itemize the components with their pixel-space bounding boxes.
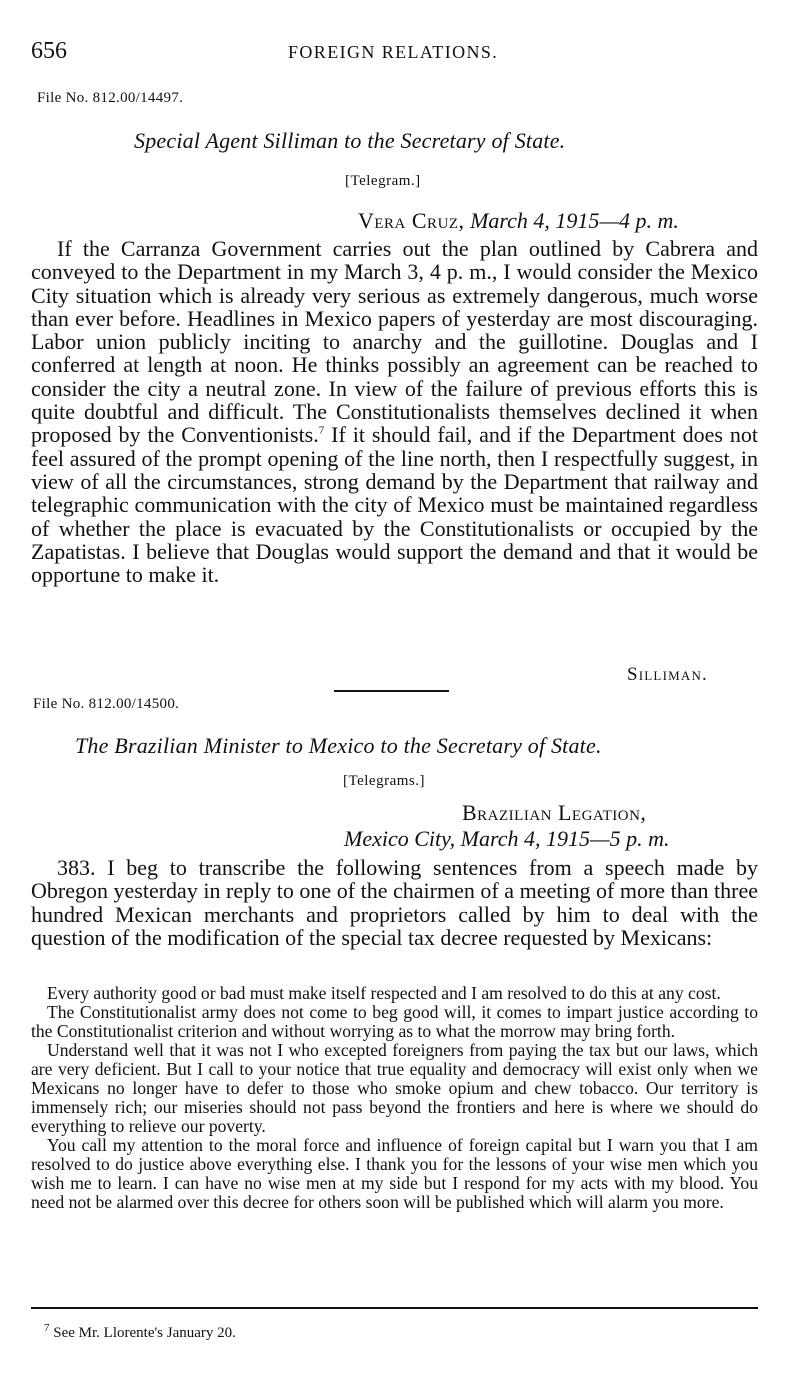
footnote-marker: 7	[44, 1322, 50, 1334]
running-title: FOREIGN RELATIONS.	[288, 42, 499, 62]
footnote-reference: 7	[318, 425, 325, 438]
page-number: 656	[31, 38, 67, 64]
quote-paragraph: Understand well that it was not I who excepted foreigners from paying the tax but our laws, which are very deficient. But I call to your notice that true equality and democracy will exist only when we Mexicans no longer have to defer to those who smoke opium and chew tobacco. Our territory is immensely rich; our miseries should not pass beyond the frontiers and here is where we should do everything to relieve our poverty.	[31, 1040, 758, 1136]
dateline-date: March 4, 1915—4 p. m.	[470, 208, 679, 233]
dateline	[358, 208, 679, 234]
telegram-body	[31, 237, 758, 586]
body-text-part2: If it should fail, and if the Department does not feel assured of the prompt opening of the line north, then I respectfully suggest, in view of all the circumstances, strong demand by the Department that railway and telegraphic communication with the city of Mexico must be maintained regardless of whether the place is evacuated by the Constitutionalists or occupied by the Zapatistas. I believe that Douglas would support the demand and that it would be opportune to make it.	[31, 422, 758, 588]
quote-paragraph: Every authority good or bad must make itself respected and I am resolved to do this at any cost.	[47, 983, 721, 1003]
footnote	[44, 1322, 236, 1342]
dateline-2	[344, 826, 669, 852]
signature: Silliman.	[627, 664, 708, 685]
footnote-text: See Mr. Llorente's January 20.	[49, 1325, 236, 1341]
telegram-intro: 383. I beg to transcribe the following sentences from a speech made by Obregon yesterday in reply to one of the chairmen of a meeting of more than three hundred Mexican merchants and proprietors called by him to deal with the question of the modification of the special tax decree requested by Mexicans:	[31, 855, 758, 950]
section-heading: Special Agent Silliman to the Secretary of State.	[134, 128, 566, 153]
footnote-rule	[31, 1307, 758, 1309]
dateline-place: Vera Cruz,	[358, 208, 465, 233]
file-number-2: File No. 812.00/14500.	[33, 696, 180, 712]
quote-paragraph: The Constitutionalist army does not come to beg good will, it comes to impart justice according to the Constitutionalist criterion and without worrying as to what the morrow may bring forth.	[31, 1002, 758, 1041]
legation-name: Brazilian Legation,	[462, 800, 647, 825]
dateline-legation	[462, 800, 646, 826]
file-number: File No. 812.00/14497.	[37, 90, 184, 106]
quoted-speech	[31, 983, 758, 1212]
quote-paragraph: You call my attention to the moral force and influence of foreign capital but I warn you that I am resolved to do justice above everything else. I thank you for the lessons of your wise men which you wish me to learn. I can have no wise men at my side but I respond for my acts with my blood. You need not be alarmed over this decree for others soon will be published which will alarm you more.	[31, 1135, 758, 1212]
section-heading-2: The Brazilian Minister to Mexico to the Secretary of State.	[75, 733, 602, 758]
document-type-2: [Telegrams.]	[343, 773, 425, 789]
dateline-date-2: Mexico City, March 4, 1915—5 p. m.	[344, 826, 670, 851]
body-text-part1: If the Carranza Government carries out the plan outlined by Cabrera and conveyed to the Department in my March 3, 4 p. m., I would consider the Mexico City situation which is already very serious as extremely dangerous, much worse than ever before. Headlines in Mexico papers of yesterday are most discouraging. Labor union publicly inciting to anarchy and the guillotine. Douglas and I conferred at length at noon. He thinks possibly an agreement can be reached to consider the city a neutral zone. In view of the failure of previous efforts this is quite doubtful and difficult. The Constitutionalists themselves declined it when proposed by the Conventionists.	[31, 236, 758, 448]
section-divider	[334, 690, 449, 692]
document-type: [Telegram.]	[345, 173, 421, 189]
